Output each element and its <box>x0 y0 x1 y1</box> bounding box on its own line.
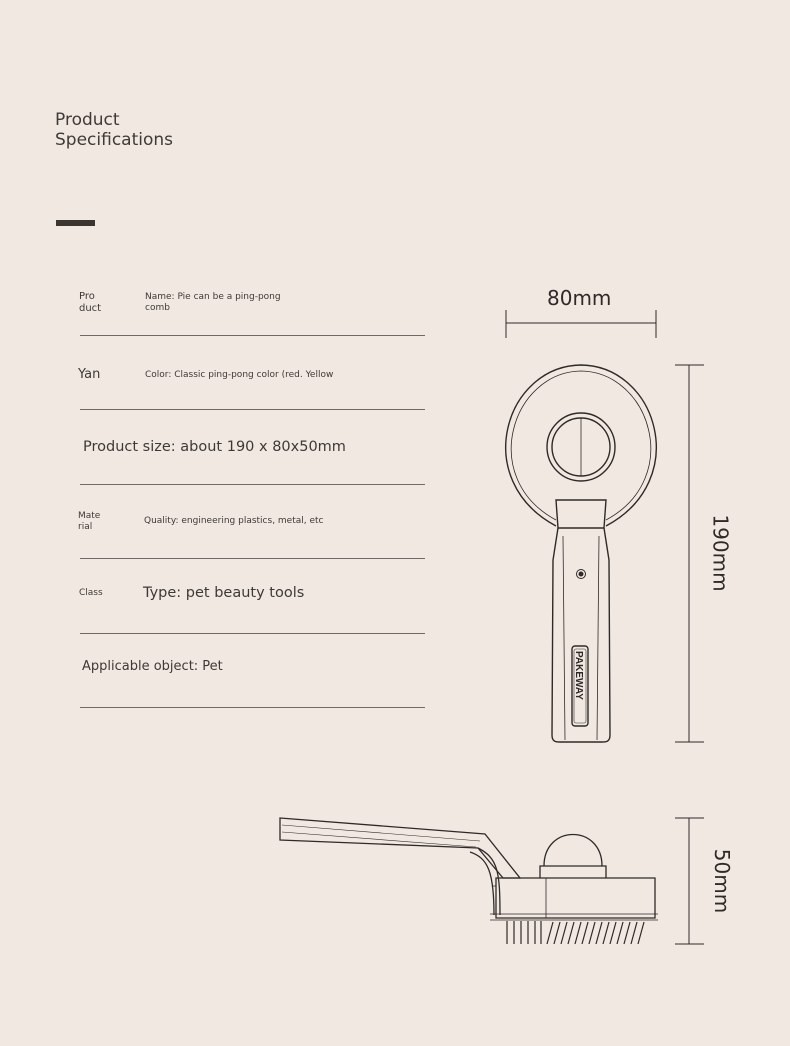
spec-row-type <box>80 559 425 634</box>
title-line-2: Specifications <box>55 130 174 150</box>
height-dimension-label: 190mm <box>708 514 733 592</box>
brand-logo: PAKEWAY <box>573 651 584 700</box>
spec-value-line: Name: Pie can be a ping-pong <box>145 292 281 302</box>
page-title <box>55 110 173 150</box>
title-accent-bar <box>56 220 95 226</box>
spec-label-line: Mate <box>78 511 101 521</box>
spec-label: Yan <box>78 367 101 382</box>
spec-row-object <box>80 634 425 708</box>
spec-value: Product size: about 190 x 80x50mm <box>83 439 346 455</box>
spec-label: Class <box>79 588 103 598</box>
depth-dimension-line <box>675 818 704 944</box>
spec-value: Type: pet beauty tools <box>143 585 305 601</box>
spec-label-line: duct <box>79 303 102 314</box>
front-view <box>506 365 657 742</box>
spec-row-size <box>80 410 425 485</box>
spec-value-line: comb <box>145 303 170 313</box>
spec-label <box>78 511 100 533</box>
spec-value: Color: Classic ping-pong color (red. Yellow <box>145 370 334 380</box>
spec-label-line: rial <box>78 522 93 532</box>
height-dimension-line <box>675 365 704 742</box>
spec-label <box>79 291 101 315</box>
spec-row-material <box>80 485 425 559</box>
depth-dimension-label: 50mm <box>710 848 735 914</box>
spec-value: Applicable object: Pet <box>82 659 223 674</box>
title-line-1: Product <box>55 110 120 130</box>
spec-value <box>145 292 281 314</box>
width-dimension-label: 80mm <box>547 286 612 310</box>
side-view <box>280 818 658 944</box>
comb-teeth <box>507 921 644 944</box>
spec-row-name <box>80 270 425 336</box>
width-dimension-line <box>506 310 656 338</box>
spec-value: Quality: engineering plastics, metal, etc <box>144 516 324 526</box>
spec-label-line: Pro <box>79 291 95 302</box>
spec-row-color <box>80 336 425 410</box>
